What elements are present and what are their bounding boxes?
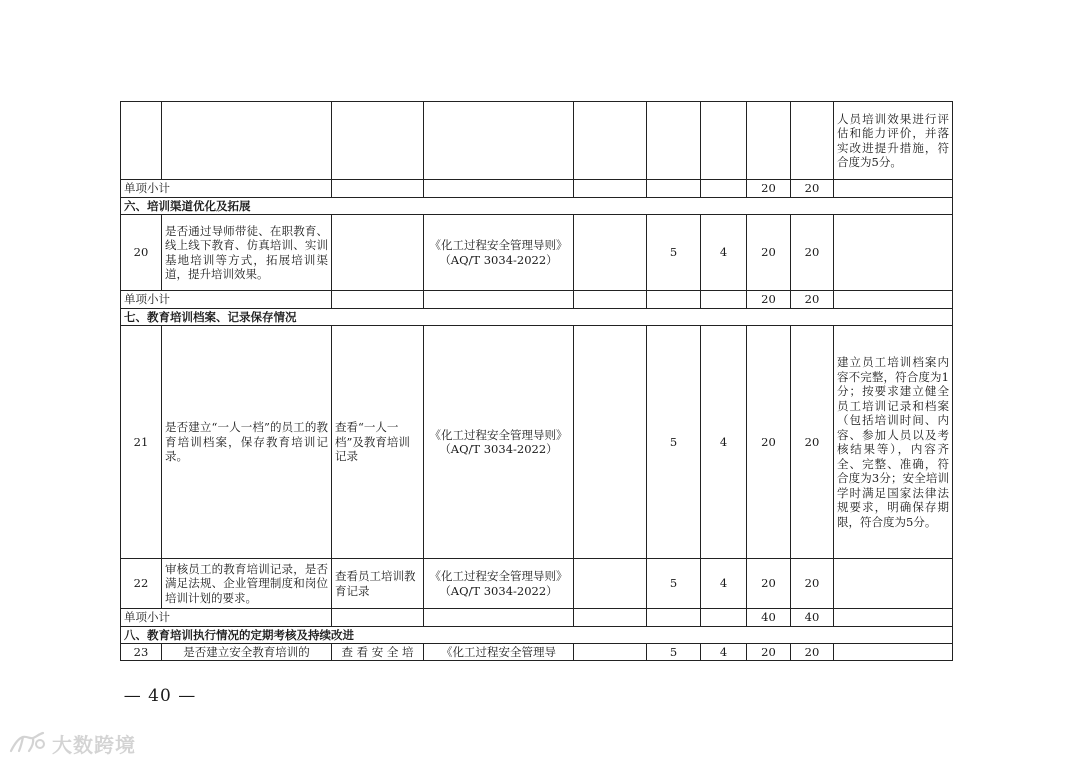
table-row (121, 559, 953, 609)
section-title: 七、教育培训档案、记录保存情况 (121, 309, 953, 326)
watermark (8, 729, 136, 758)
section-title: 八、教育培训执行情况的定期考核及持续改进 (121, 627, 953, 644)
cell-no: 20 (121, 215, 162, 291)
section-row (121, 309, 953, 326)
table-row (121, 215, 953, 291)
subtotal-label: 单项小计 (121, 609, 332, 627)
cell-level: 4 (701, 644, 747, 661)
cell-method (332, 215, 424, 291)
cell-basis: 《化工过程安全管理导 (424, 644, 574, 661)
cell-content: 是否建立安全教育培训的 (162, 644, 332, 661)
cell-level: 4 (701, 559, 747, 609)
kangaroo-logo-icon (8, 730, 46, 758)
cell-content: 是否通过导师带徒、在职教育、线上线下教育、仿真培训、实训基地培训等方式，拓展培训渠道，提升培训效果。 (162, 215, 332, 291)
table-row (121, 644, 953, 661)
cell-basis: 《化工过程安全管理导则》（AQ/T 3034-2022） (424, 215, 574, 291)
cell-score-a: 20 (747, 326, 791, 559)
subtotal-label: 单项小计 (121, 291, 332, 309)
subtotal-row (121, 609, 953, 627)
cell-method: 查 看 安 全 培 (332, 644, 424, 661)
cell-basis: 《化工过程安全管理导则》（AQ/T 3034-2022） (424, 559, 574, 609)
watermark-text: 大数跨境 (52, 733, 136, 757)
subtotal-score-a: 20 (747, 291, 791, 309)
section-row (121, 198, 953, 215)
cell-note (834, 215, 953, 291)
cell-score-b: 20 (791, 215, 834, 291)
cell-score-b: 20 (791, 326, 834, 559)
subtotal-score-a: 20 (747, 180, 791, 198)
cell-score-a: 20 (747, 559, 791, 609)
cell-method: 查看“一人一档”及教育培训记录 (332, 326, 424, 559)
section-row (121, 627, 953, 644)
cell-content: 是否建立“一人一档”的员工的教育培训档案，保存教育培训记录。 (162, 326, 332, 559)
cell-weight: 5 (647, 326, 701, 559)
table-row (121, 326, 953, 559)
subtotal-label: 单项小计 (121, 180, 332, 198)
cell-note: 建立员工培训档案内容不完整，符合度为1分；按要求建立健全员工培训记录和档案（包括培训时间、内容、参加人员以及考核结果等），内容齐全、完整、准确，符合度为3分；安全培训学时满足国家法律法规要求，明确保存期限，符合度为5分。 (834, 326, 953, 559)
cell-score-a: 20 (747, 215, 791, 291)
cell-content: 审核员工的教育培训记录，是否满足法规、企业管理制度和岗位培训计划的要求。 (162, 559, 332, 609)
cell-weight: 5 (647, 215, 701, 291)
cell-weight: 5 (647, 559, 701, 609)
cell-no: 22 (121, 559, 162, 609)
subtotal-score-b: 20 (791, 291, 834, 309)
cell-no: 21 (121, 326, 162, 559)
cell-note: 人员培训效果进行评估和能力评价，并落实改进提升措施，符合度为5分。 (834, 102, 953, 180)
cell-score-a: 20 (747, 644, 791, 661)
section-title: 六、培训渠道优化及拓展 (121, 198, 953, 215)
cell-note (834, 644, 953, 661)
cell-method: 查看员工培训教育记录 (332, 559, 424, 609)
subtotal-row (121, 291, 953, 309)
cell-level: 4 (701, 326, 747, 559)
cell-weight: 5 (647, 644, 701, 661)
cell-basis: 《化工过程安全管理导则》（AQ/T 3034-2022） (424, 326, 574, 559)
page-number: — 40 — (123, 686, 197, 706)
cell-score-b: 20 (791, 559, 834, 609)
cell-note (834, 559, 953, 609)
subtotal-score-b: 40 (791, 609, 834, 627)
subtotal-score-a: 40 (747, 609, 791, 627)
table-row (121, 102, 953, 180)
evaluation-table (120, 101, 953, 661)
cell-no: 23 (121, 644, 162, 661)
subtotal-row (121, 180, 953, 198)
subtotal-score-b: 20 (791, 180, 834, 198)
cell-score-b: 20 (791, 644, 834, 661)
cell-level: 4 (701, 215, 747, 291)
